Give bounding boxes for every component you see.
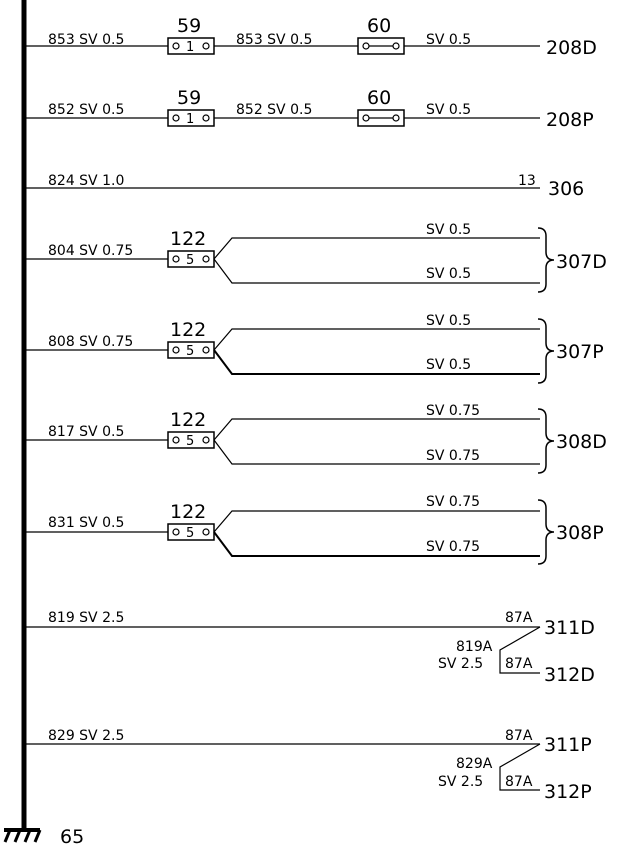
circuit-208p bbox=[24, 87, 594, 131]
connector-id: 59 bbox=[177, 87, 202, 109]
sub-wire-label: 829A bbox=[456, 756, 493, 772]
connector-id: 122 bbox=[170, 228, 207, 250]
circuit-311d-312d bbox=[24, 610, 595, 686]
circuit-208d bbox=[24, 15, 597, 59]
wire-label: 824 SV 1.0 bbox=[48, 173, 125, 189]
wire-label: 853 SV 0.5 bbox=[48, 32, 125, 48]
connector-pin: 5 bbox=[186, 434, 195, 449]
connector-pin: 5 bbox=[186, 526, 195, 541]
pin-label: 87A bbox=[505, 728, 533, 744]
brace bbox=[538, 500, 554, 564]
wire-label-out-2: SV 0.75 bbox=[426, 448, 481, 464]
ground-label: 65 bbox=[60, 826, 85, 846]
sub-wire-label: 819A bbox=[456, 639, 493, 655]
connector-id: 60 bbox=[367, 87, 392, 109]
wire-label: 817 SV 0.5 bbox=[48, 424, 125, 440]
wire-label: 819 SV 2.5 bbox=[48, 610, 125, 626]
wire-label-out-1: SV 0.5 bbox=[426, 313, 472, 329]
wire-label-out-2: SV 0.5 bbox=[426, 266, 472, 282]
connector-pin: 1 bbox=[186, 112, 195, 127]
circuit-307p bbox=[24, 313, 604, 383]
connector-id: 122 bbox=[170, 501, 207, 523]
wire-label: 804 SV 0.75 bbox=[48, 243, 134, 259]
brace bbox=[538, 228, 554, 292]
wire-label-out-2: SV 0.5 bbox=[426, 357, 472, 373]
connector-id: 60 bbox=[367, 15, 392, 37]
circuit-308d bbox=[24, 403, 607, 473]
connector-pin: 5 bbox=[186, 253, 195, 268]
sub-wire-size: SV 2.5 bbox=[438, 774, 484, 790]
wire-label-out: SV 0.5 bbox=[426, 32, 472, 48]
brace bbox=[538, 409, 554, 473]
wire-label-out-1: SV 0.75 bbox=[426, 403, 481, 419]
terminal-label: 307D bbox=[556, 251, 607, 273]
connector-pin: 5 bbox=[186, 344, 195, 359]
sub-wire-size: SV 2.5 bbox=[438, 656, 484, 672]
terminal-label: 311D bbox=[544, 617, 595, 639]
connector-id: 122 bbox=[170, 409, 207, 431]
wire-label: 829 SV 2.5 bbox=[48, 728, 125, 744]
brace bbox=[538, 319, 554, 383]
circuit-311p-312p bbox=[24, 728, 592, 803]
pin-label: 87A bbox=[505, 774, 533, 790]
wire-label-out: SV 0.5 bbox=[426, 102, 472, 118]
wire-label-out-1: SV 0.5 bbox=[426, 222, 472, 238]
pin-label: 87A bbox=[505, 656, 533, 672]
terminal-label: 312P bbox=[544, 781, 592, 803]
pin-label: 87A bbox=[505, 610, 533, 626]
pin-label: 13 bbox=[518, 173, 536, 189]
connector-id: 122 bbox=[170, 319, 207, 341]
wire-label: 808 SV 0.75 bbox=[48, 334, 134, 350]
terminal-label: 307P bbox=[556, 341, 604, 363]
wire-label-out-1: SV 0.75 bbox=[426, 494, 481, 510]
terminal-label: 208D bbox=[546, 37, 597, 59]
ground-symbol bbox=[4, 830, 40, 842]
terminal-label: 306 bbox=[548, 178, 585, 200]
circuit-308p bbox=[24, 494, 604, 564]
wire-label: 831 SV 0.5 bbox=[48, 515, 125, 531]
terminal-label: 308D bbox=[556, 431, 607, 453]
wire-label-out-2: SV 0.75 bbox=[426, 539, 481, 555]
connector-id: 59 bbox=[177, 15, 202, 37]
terminal-label: 311P bbox=[544, 734, 592, 756]
circuit-306 bbox=[24, 173, 584, 200]
terminal-label: 312D bbox=[544, 664, 595, 686]
wire-label-mid: 853 SV 0.5 bbox=[236, 32, 313, 48]
wire-label: 852 SV 0.5 bbox=[48, 102, 125, 118]
terminal-label: 208P bbox=[546, 109, 594, 131]
wire-label-mid: 852 SV 0.5 bbox=[236, 102, 313, 118]
connector-pin: 1 bbox=[186, 40, 195, 55]
terminal-label: 308P bbox=[556, 522, 604, 544]
circuit-307d bbox=[24, 222, 607, 292]
